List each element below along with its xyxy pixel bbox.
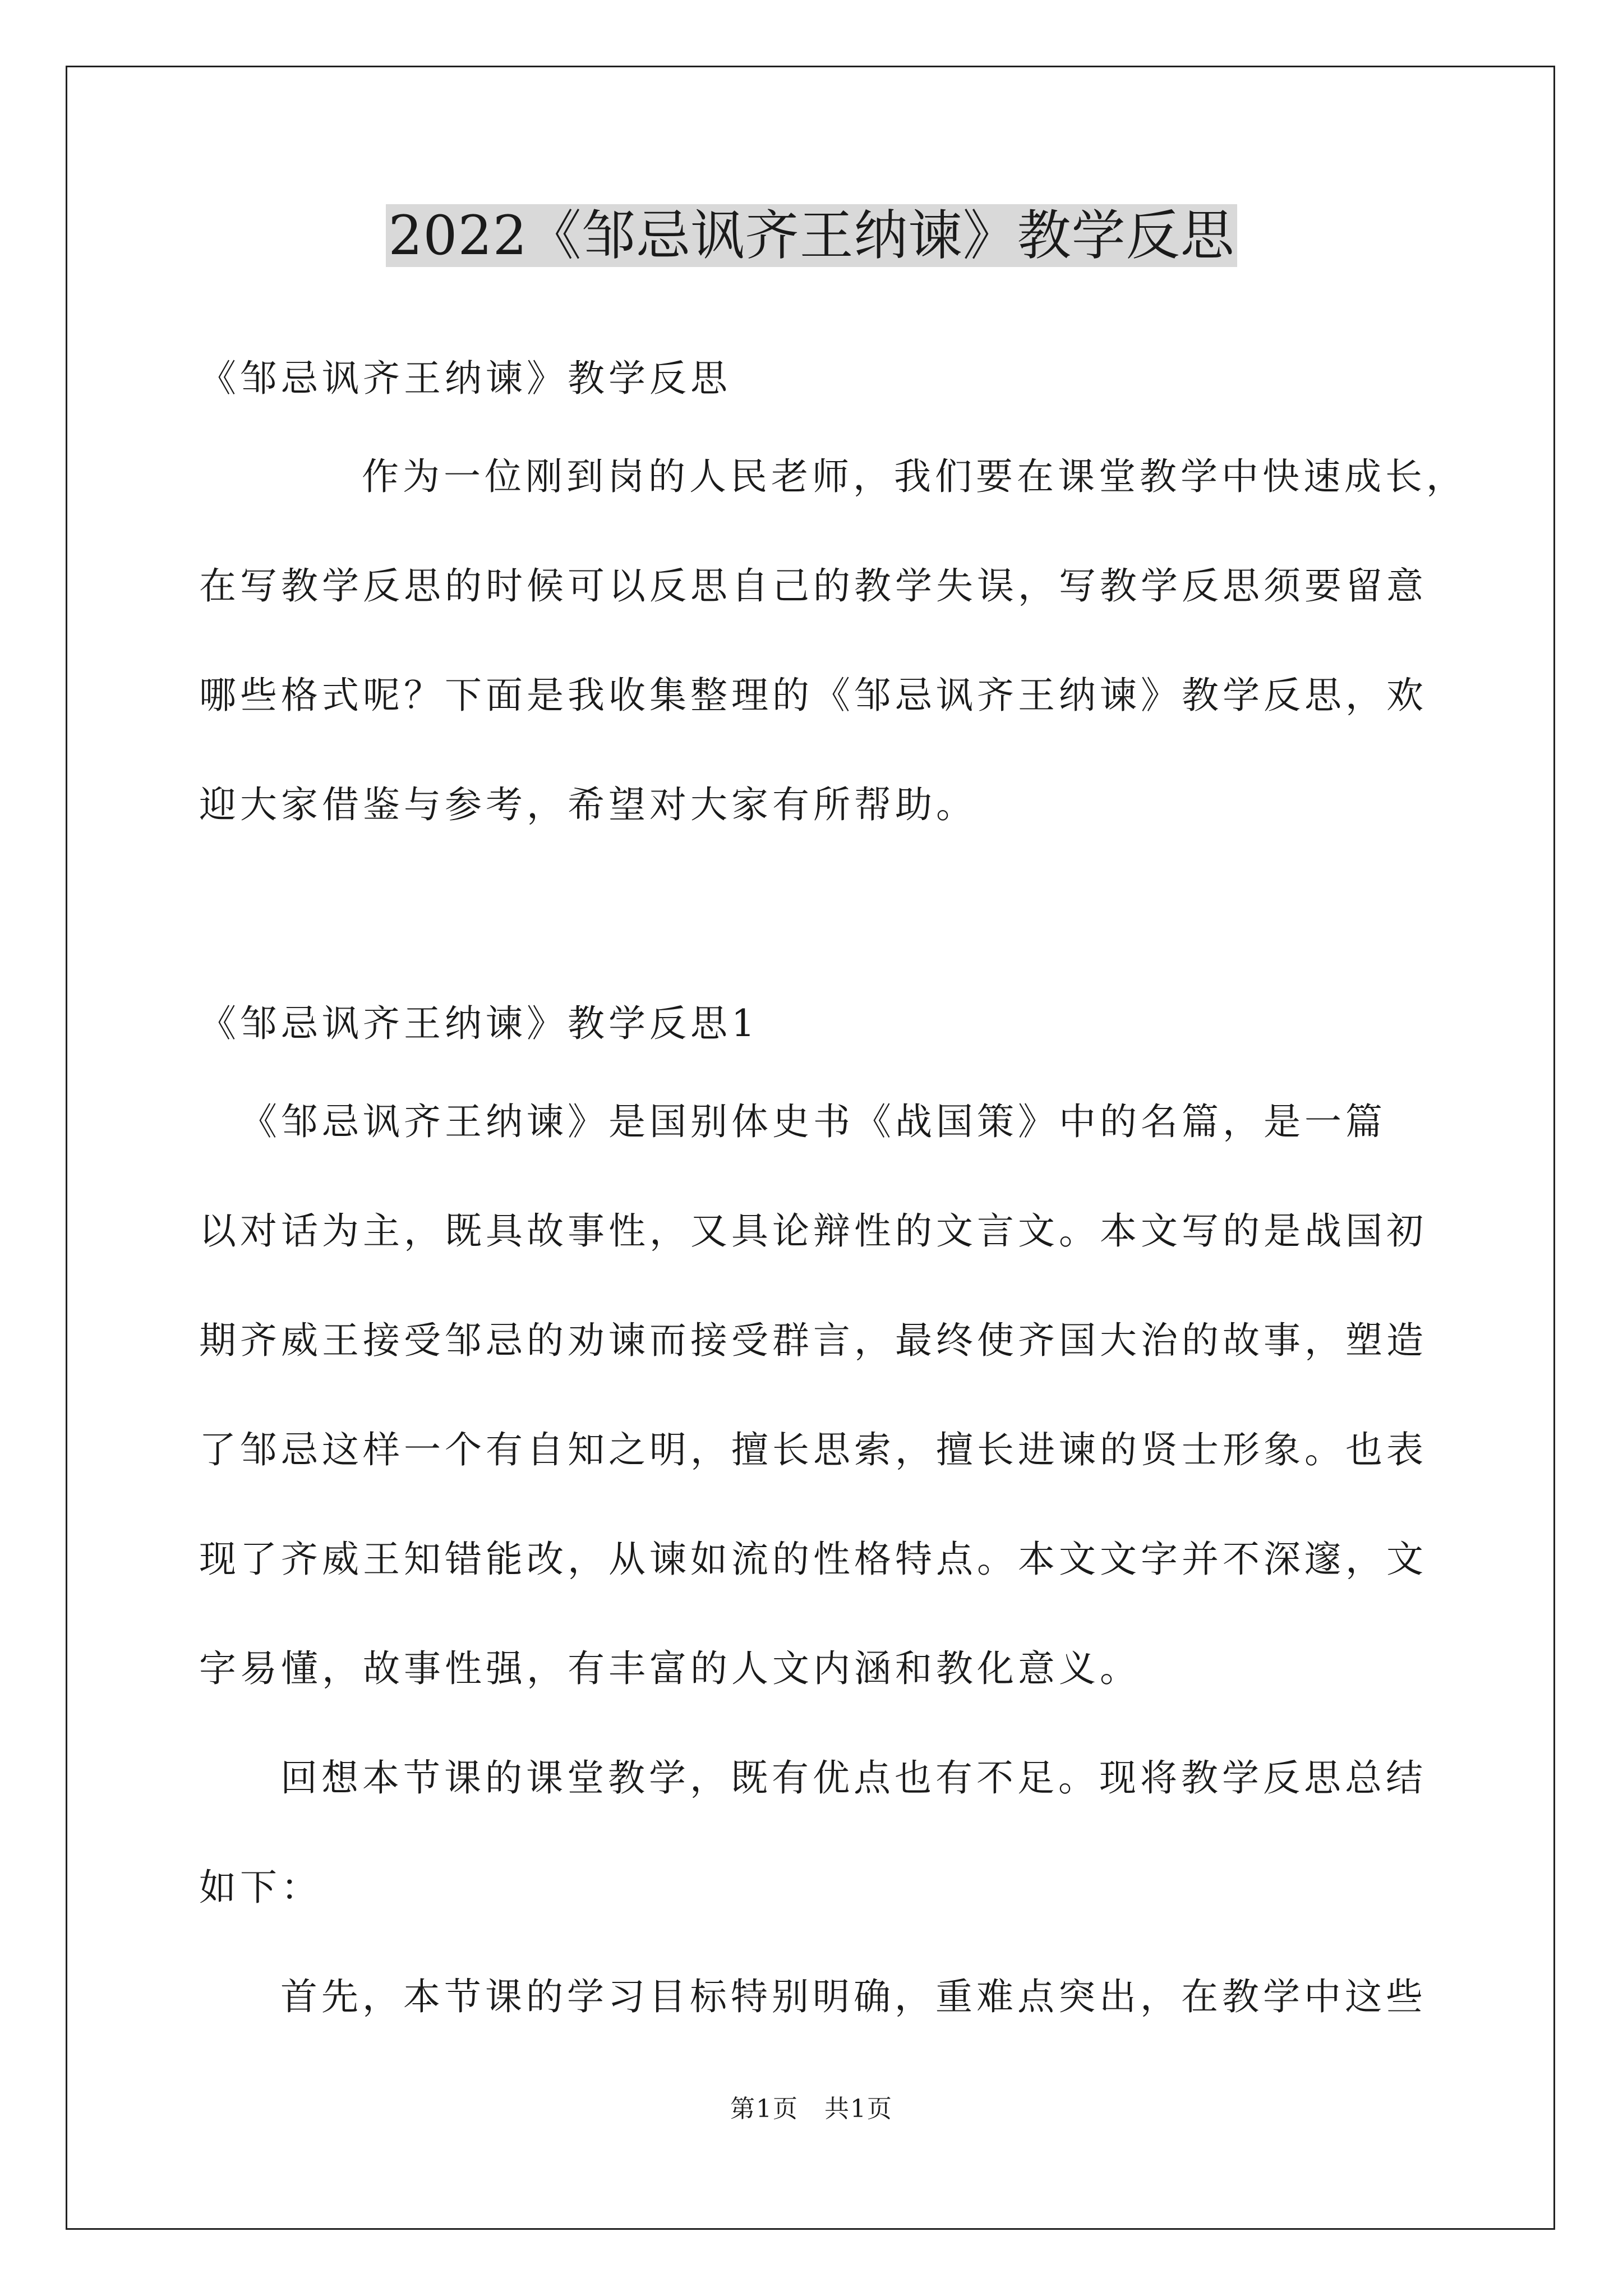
body-line: 字易懂，故事性强，有丰富的人文内涵和教化意义。 bbox=[199, 1647, 1141, 1690]
section-heading-intro: 《邹忌讽齐王纳谏》教学反思 bbox=[199, 357, 731, 400]
document-title bbox=[0, 199, 1623, 272]
body-line: 哪些格式呢？下面是我收集整理的《邹忌讽齐王纳谏》教学反思，欢 bbox=[199, 674, 1427, 717]
body-line: 回想本节课的课堂教学，既有优点也有不足。现将教学反思总结 bbox=[280, 1756, 1427, 1800]
body-line: 在写教学反思的时候可以反思自己的教学失误，写教学反思须要留意 bbox=[199, 564, 1427, 608]
body-line: 期齐威王接受邹忌的劝谏而接受群言，最终使齐国大治的故事，塑造 bbox=[199, 1319, 1427, 1362]
page-footer bbox=[0, 2092, 1623, 2126]
body-line: 《邹忌讽齐王纳谏》是国别体史书《战国策》中的名篇，是一篇 bbox=[240, 1100, 1386, 1143]
body-line: 现了齐威王知错能改，从谏如流的性格特点。本文文字并不深邃，文 bbox=[199, 1538, 1427, 1581]
body-line: 以对话为主，既具故事性，又具论辩性的文言文。本文写的是战国初 bbox=[199, 1209, 1427, 1253]
body-line: 如下： bbox=[199, 1866, 322, 1909]
page-number: 第1页 共1页 bbox=[730, 2095, 893, 2123]
section-heading-1: 《邹忌讽齐王纳谏》教学反思1 bbox=[199, 1002, 759, 1045]
body-line: 作为一位刚到岗的人民老师，我们要在课堂教学中快速成长， bbox=[362, 455, 1467, 498]
body-line: 了邹忌这样一个有自知之明，擅长思索，擅长进谏的贤士形象。也表 bbox=[199, 1428, 1427, 1471]
document-title-text: 2022《邹忌讽齐王纳谏》教学反思 bbox=[386, 204, 1237, 267]
body-line: 首先，本节课的学习目标特别明确，重难点突出，在教学中这些 bbox=[280, 1975, 1427, 2018]
body-line: 迎大家借鉴与参考，希望对大家有所帮助。 bbox=[199, 783, 977, 826]
